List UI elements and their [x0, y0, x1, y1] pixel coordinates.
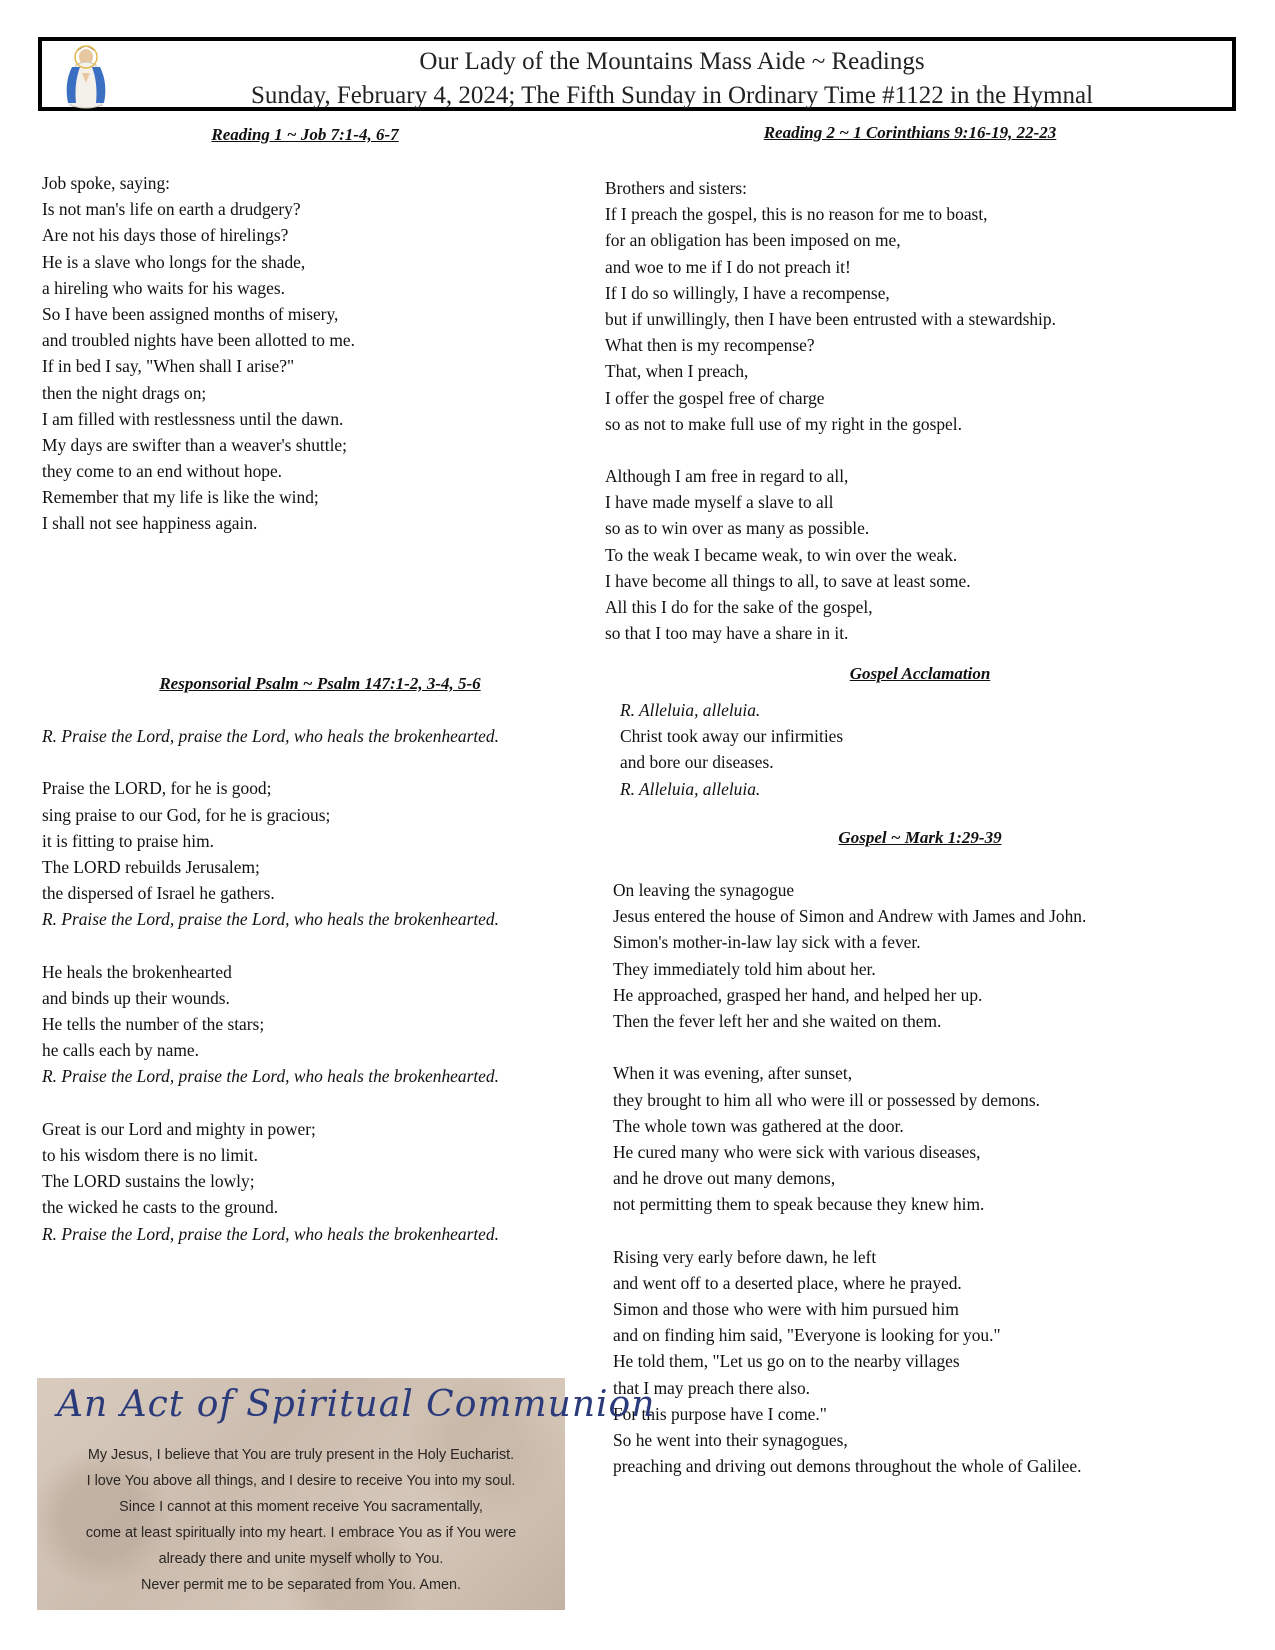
text-line: the dispersed of Israel he gathers.: [42, 883, 275, 904]
text-line: He cured many who were sick with various diseases,: [613, 1141, 981, 1162]
psalm-response: R. Praise the Lord, praise the Lord, who heals the brokenhearted.: [42, 1223, 499, 1244]
psalm-text: [42, 723, 499, 1247]
text-line: Christ took away our infirmities: [620, 726, 844, 747]
text-line: that I may preach there also.: [613, 1377, 811, 1398]
acclamation-text: [620, 697, 843, 802]
text-line: the wicked he casts to the ground.: [42, 1197, 279, 1218]
text-line: The LORD sustains the lowly;: [42, 1171, 255, 1192]
text-line: My days are swifter than a weaver's shuttle;: [42, 434, 347, 455]
text-line: Rising very early before dawn, he left: [613, 1246, 877, 1267]
text-line: For this purpose have I come.": [613, 1403, 827, 1424]
text-line: He approached, grasped her hand, and helped her up.: [613, 984, 983, 1005]
header-subtitle: Sunday, February 4, 2024; The Fifth Sunday in Ordinary Time #1122 in the Hymnal: [250, 82, 1094, 109]
text-line: All this I do for the sake of the gospel,: [605, 597, 873, 617]
text-line: I am filled with restlessness until the dawn.: [42, 408, 344, 429]
text-line: If I preach the gospel, this is no reason for me to boast,: [605, 204, 988, 225]
reading2-text: [605, 175, 1056, 646]
text-line: sing praise to our God, for he is gracious;: [42, 804, 331, 825]
psalm-response: R. Praise the Lord, praise the Lord, who heals the brokenhearted.: [42, 1066, 499, 1087]
text-line: He told them, "Let us go on to the nearby villages: [613, 1351, 960, 1372]
text-line: Great is our Lord and mighty in power;: [42, 1118, 316, 1139]
prayer-line: Never permit me to be separated from You. Amen.: [141, 1577, 461, 1593]
text-line: they brought to him all who were ill or possessed by demons.: [613, 1089, 1040, 1110]
gospel-text: [613, 877, 1086, 1479]
text-line: Job spoke, saying:: [42, 173, 171, 193]
text-line: Jesus entered the house of Simon and Andrew with James and John.: [613, 906, 1087, 927]
text-line: Brothers and sisters:: [605, 178, 748, 198]
text-line: So I have been assigned months of misery,: [42, 303, 339, 324]
spiritual-communion-card: [37, 1378, 656, 1610]
text-line: and he drove out many demons,: [613, 1168, 836, 1189]
text-line: to his wisdom there is no limit.: [42, 1145, 258, 1165]
text-line: he calls each by name.: [42, 1040, 199, 1061]
text-line: and binds up their wounds.: [42, 987, 230, 1008]
reading1-text: [42, 170, 355, 537]
text-line: Is not man's life on earth a drudgery?: [42, 199, 301, 220]
text-line: and troubled nights have been allotted to me.: [42, 330, 355, 351]
prayer-line: already there and unite myself wholly to You.: [158, 1551, 444, 1567]
text-line: So he went into their synagogues,: [613, 1429, 848, 1450]
card-title: An Act of Spiritual Communion: [57, 1384, 656, 1425]
text-line: The whole town was gathered at the door.: [613, 1115, 904, 1136]
psalm-title: Responsorial Psalm ~ Psalm 147:1-2, 3-4, 5-6: [159, 674, 481, 693]
text-line: Then the fever left her and she waited on them.: [613, 1010, 942, 1031]
text-line: it is fitting to praise him.: [42, 830, 214, 851]
acclamation-response: R. Alleluia, alleluia.: [620, 700, 761, 720]
text-line: Simon and those who were with him pursued him: [613, 1299, 959, 1319]
gospel-title: Gospel ~ Mark 1:29-39: [838, 828, 1002, 847]
text-line: I offer the gospel free of charge: [605, 387, 825, 408]
prayer-line: Since I cannot at this moment receive You sacramentally,: [119, 1499, 483, 1515]
text-line: Although I am free in regard to all,: [605, 466, 849, 487]
text-line: Praise the LORD, for he is good;: [42, 778, 272, 799]
text-line: they come to an end without hope.: [42, 461, 283, 482]
text-line: Are not his days those of hirelings?: [42, 225, 289, 246]
text-line: I have made myself a slave to all: [605, 492, 834, 513]
text-line: What then is my recompense?: [605, 335, 815, 356]
text-line: If I do so willingly, I have a recompense,: [605, 282, 890, 303]
text-line: That, when I preach,: [605, 361, 749, 382]
psalm-response: R. Praise the Lord, praise the Lord, who heals the brokenhearted.: [42, 909, 499, 930]
acclamation-response: R. Alleluia, alleluia.: [620, 778, 761, 799]
text-line: When it was evening, after sunset,: [613, 1063, 853, 1084]
text-line: so as to win over as many as possible.: [605, 518, 870, 539]
text-line: If in bed I say, "When shall I arise?": [42, 356, 295, 377]
prayer-line: My Jesus, I believe that You are truly present in the Holy Eucharist.: [87, 1447, 515, 1463]
text-line: not permitting them to speak because they knew him.: [613, 1194, 985, 1215]
text-line: so as not to make full use of my right in the gospel.: [605, 413, 962, 434]
reading2-title: Reading 2 ~ 1 Corinthians 9:16-19, 22-23: [763, 123, 1057, 142]
text-line: They immediately told him about her.: [613, 958, 876, 979]
text-line: On leaving the synagogue: [613, 880, 795, 900]
text-line: for an obligation has been imposed on me,: [605, 230, 901, 251]
text-line: I have become all things to all, to save at least some.: [605, 570, 971, 591]
text-line: To the weak I became weak, to win over the weak.: [605, 544, 958, 565]
header-box: [38, 37, 1236, 111]
text-line: but if unwillingly, then I have been entrusted with a stewardship.: [605, 308, 1056, 329]
acclamation-title: Gospel Acclamation: [849, 664, 991, 683]
madonna-icon: [56, 43, 116, 111]
text-line: and bore our diseases.: [620, 752, 774, 773]
text-line: and woe to me if I do not preach it!: [605, 256, 851, 277]
text-line: preaching and driving out demons throughout the whole of Galilee.: [613, 1456, 1082, 1477]
text-line: Remember that my life is like the wind;: [42, 487, 319, 508]
reading1-title: Reading 1 ~ Job 7:1-4, 6-7: [211, 125, 399, 144]
prayer-line: I love You above all things, and I desire to receive You into my soul.: [86, 1473, 516, 1489]
text-line: He heals the brokenhearted: [42, 961, 232, 982]
text-line: The LORD rebuilds Jerusalem;: [42, 856, 260, 877]
prayer-line: come at least spiritually into my heart. I embrace You as if You were: [85, 1525, 517, 1541]
text-line: so that I too may have a share in it.: [605, 623, 849, 644]
text-line: Simon's mother-in-law lay sick with a fever.: [613, 932, 921, 953]
text-line: and went off to a deserted place, where he prayed.: [613, 1272, 962, 1293]
text-line: then the night drags on;: [42, 382, 207, 403]
text-line: He tells the number of the stars;: [42, 1014, 265, 1035]
header-title: Our Lady of the Mountains Mass Aide ~ Readings: [419, 48, 925, 75]
card-prayer: [37, 1442, 565, 1598]
psalm-response: R. Praise the Lord, praise the Lord, who heals the brokenhearted.: [42, 726, 499, 746]
text-line: and on finding him said, "Everyone is looking for you.": [613, 1325, 1001, 1346]
text-line: He is a slave who longs for the shade,: [42, 251, 306, 272]
text-line: a hireling who waits for his wages.: [42, 277, 285, 298]
text-line: I shall not see happiness again.: [42, 513, 258, 534]
